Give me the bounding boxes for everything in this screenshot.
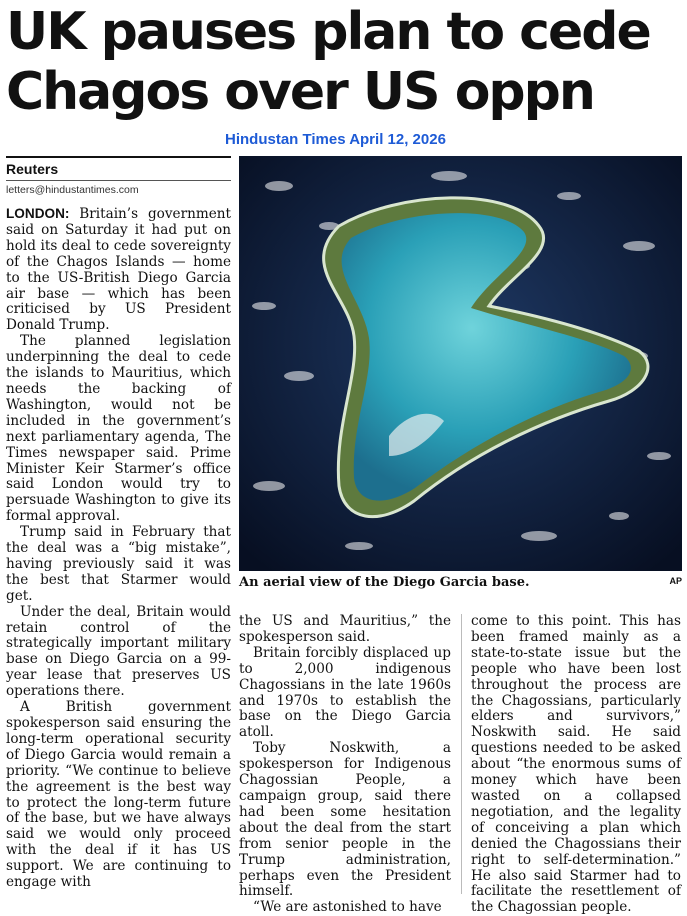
- article-paragraph: Toby Noskwith, a spokesperson for Indigenous Chagossian People, a campaign group, said there had been some hesitation about the deal from the start from senior people in the Trump administration, perhaps even the President himself.: [239, 740, 451, 900]
- dateline-lead: LONDON:: [6, 206, 70, 221]
- article-paragraph: the US and Mauritius,” the spokesperson said.: [239, 613, 451, 645]
- headline-line-1: UK pauses plan to cede: [6, 2, 650, 62]
- caption-text: An aerial view of the Diego Garcia base.: [239, 575, 530, 590]
- paragraph-text: Britain’s government said on Saturday it had put on hold its deal to cede sovereignty of the Chagos Islands — home to the US-British Diego Garcia air base — which has been criticised by US President Donald Trump.: [6, 206, 231, 334]
- article-paragraph: Britain forcibly displaced up to 2,000 indigenous Chagossians in the late 1960s and 1970s to establish the base on the Diego Garcia atoll.: [239, 644, 451, 741]
- byline-email: letters@hindustantimes.com: [6, 184, 139, 196]
- aerial-photo: [239, 156, 682, 571]
- byline: [6, 156, 231, 196]
- article-column-1: [6, 206, 231, 891]
- article-paragraph: Trump said in February that the deal was a “big mistake”, having previously said it was the best that Starmer would get.: [6, 524, 231, 604]
- byline-author: Reuters: [6, 161, 59, 177]
- article-column-3: [471, 614, 681, 916]
- source-stamp: Hindustan Times April 12, 2026: [225, 131, 446, 148]
- headline-line-2: Chagos over US oppn: [6, 62, 594, 122]
- headline: [6, 2, 686, 122]
- article-paragraph: Under the deal, Britain would retain control of the strategically important military base on Diego Garcia on a 99-year lease that preserves US operations there.: [6, 603, 231, 700]
- article-paragraph: A British government spokesperson said ensuring the long-term operational security of Diego Garcia would remain a priority. “We continue to believe the agreement is the best way to protect the long-term future of the base, but we have always said we would only proceed with the deal if it has US support. We are continuing to engage with: [6, 699, 231, 891]
- article-paragraph: [6, 206, 231, 334]
- article-paragraph: “We are astonished to have: [253, 899, 442, 916]
- byline-divider: [6, 180, 231, 181]
- article-paragraph: come to this point. This has been framed mainly as a state-to-state issue but the people who have been lost throughout the process are the Chagossians, particularly elders and survivors,” Noskwith said. He said questions needed to be asked about “the enormous sums of money which have been wasted on a collapsed negotiation, and the legality of conceiving a plan which denied the Chagossians their right to self-determination.” He also said Starmer had to facilitate the resettlement of the Chagossian people.: [471, 613, 681, 916]
- column-divider: [461, 614, 462, 894]
- photo-credit: AP: [669, 576, 682, 586]
- diego-garcia-atoll-image: [239, 156, 682, 571]
- photo-caption: [239, 575, 682, 590]
- article-paragraph: The planned legislation underpinning the deal to cede the islands to Mauritius, which needs the backing of Washington, would not be included in the government’s next parliamentary agenda, The Times newspaper said. Prime Minister Keir Starmer’s office said London would try to persuade Washington to give its formal approval.: [6, 333, 231, 525]
- article-column-2: [239, 614, 451, 916]
